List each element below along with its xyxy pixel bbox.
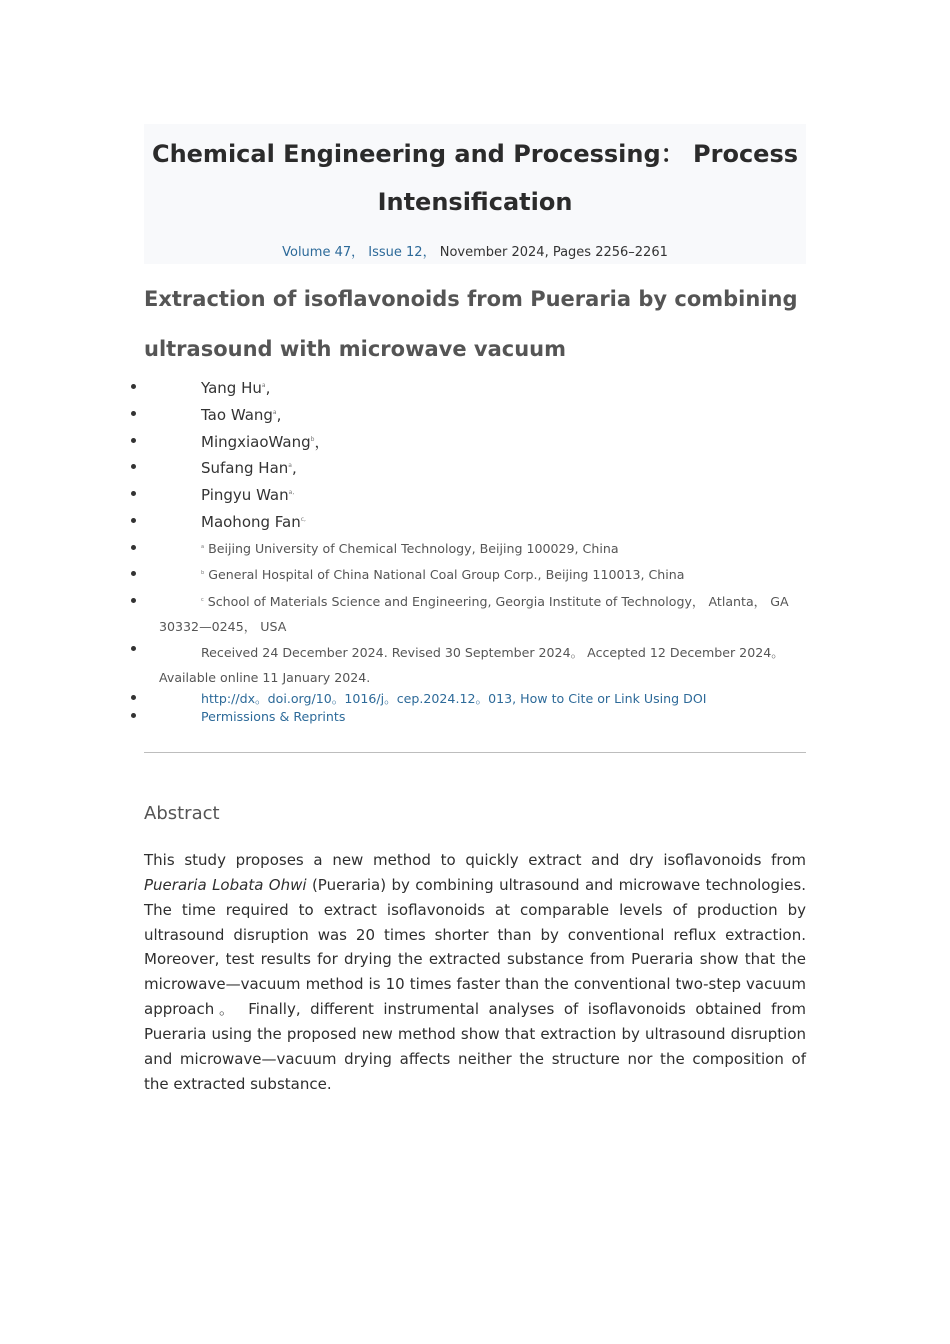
affiliation-item [144, 561, 806, 588]
history-received: Received 24 December 2024. Revised 30 September 2024。 Accepted 12 December 2024。 [201, 644, 784, 660]
date-pages: November 2024, Pages 2256–2261 [439, 245, 668, 260]
affiliation-mark: b [310, 435, 315, 443]
history-online: Available online 11 January 2024. [159, 669, 371, 685]
affiliation-mark: c, [300, 515, 306, 523]
author-list [144, 374, 806, 535]
issue-link[interactable]: Issue 12， [368, 245, 436, 260]
affiliation-mark: b [201, 570, 205, 577]
doi-list [144, 690, 806, 708]
author-item[interactable] [144, 428, 806, 455]
journal-header [144, 124, 806, 264]
article-history [144, 640, 806, 690]
affiliation-mark: a [288, 462, 292, 470]
journal-meta [144, 244, 806, 262]
author-name: Pingyu Wan [201, 486, 289, 505]
abstract-heading: Abstract [144, 802, 220, 824]
author-name: Maohong Fan [201, 512, 301, 531]
author-name: Sufang Han [201, 459, 289, 478]
article-page [144, 124, 806, 1112]
abstract-text-part: This study proposes a new method to quickly extract and dry isoflavonoids from [144, 850, 806, 869]
volume-link[interactable]: Volume 47， [282, 245, 365, 260]
author-item[interactable] [144, 374, 806, 401]
author-name: MingxiaoWang [201, 432, 311, 451]
author-item[interactable] [144, 454, 806, 481]
affiliation-mark: c [201, 596, 204, 603]
section-divider [144, 752, 806, 753]
affiliation-item [144, 588, 806, 640]
author-separator: , [291, 459, 297, 478]
affiliation-list [144, 535, 806, 640]
affiliation-text: Beijing University of Chemical Technology, Beijing 100029, China [208, 540, 619, 556]
author-separator: ， [314, 432, 330, 451]
doi-link[interactable]: http://dx。doi.org/10。1016/j。cep.2024.12。013, How to Cite or Link Using DOI [201, 690, 707, 706]
abstract-text [144, 848, 806, 1097]
permissions-link[interactable]: Permissions & Reprints [201, 708, 346, 724]
permissions-item [144, 708, 806, 726]
affiliation-item [144, 535, 806, 562]
affiliation-mark: a, [288, 489, 295, 497]
author-item[interactable] [144, 481, 806, 508]
affiliation-mark: a [261, 382, 266, 389]
author-separator: , [265, 379, 271, 397]
article-title: Extraction of isoflavonoids from Pueraria by combining ultrasound with microwave vacuum [144, 287, 798, 361]
permissions-list [144, 708, 806, 726]
abstract-text-part: (Pueraria) by combining ultrasound and microwave technologies. The time required to extract isoflavonoids at comparable levels of production by ultrasound disruption was 20 times shorter than by conventional reflux extraction. Moreover, test results for drying the extracted substance from Pueraria show that the microwave—vacuum method is 10 times faster than the conventional two-step vacuum approach。 Finally, different instrumental analyses of isoflavonoids obtained from Pueraria using the proposed new method show that extraction by ultrasound disruption and microwave—vacuum drying affects neither the structure nor the composition of the extracted substance. [144, 875, 806, 1093]
doi-item [144, 690, 806, 708]
affiliation-text-continued: 30332—0245， USA [159, 619, 287, 635]
affiliation-text: General Hospital of China National Coal Group Corp., Beijing 110013, China [208, 567, 685, 583]
author-name: Yang Hu [201, 379, 262, 397]
author-separator: , [276, 405, 282, 424]
affiliation-mark: a [201, 543, 205, 550]
author-name: Tao Wang [201, 405, 273, 424]
journal-title: Chemical Engineering and Processing： Process Intensification [151, 140, 799, 216]
history-item [144, 640, 806, 690]
affiliation-text: School of Materials Science and Engineering, Georgia Institute of Technology， Atlanta， GA [207, 593, 789, 609]
affiliation-mark: a [272, 408, 277, 416]
author-item[interactable] [144, 401, 806, 428]
author-item[interactable] [144, 508, 806, 535]
species-name: Pueraria Lobata Ohwi [144, 875, 307, 894]
